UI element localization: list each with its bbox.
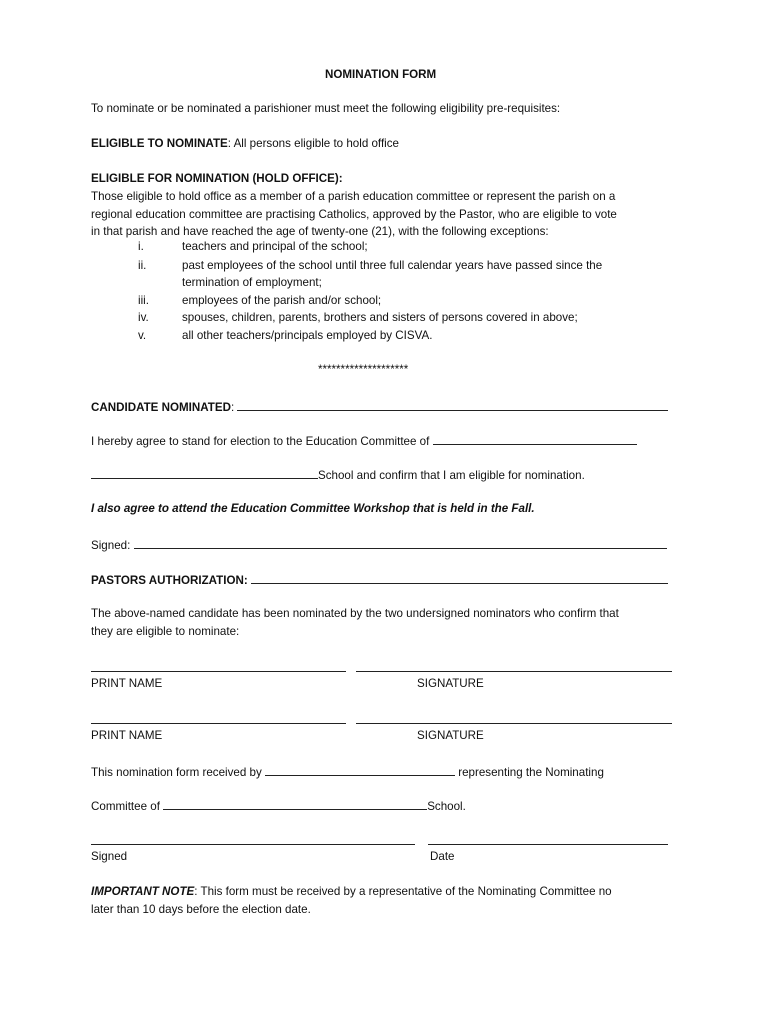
- eligibility-paragraph: [91, 188, 617, 241]
- paragraph-line: in that parish and have reached the age of twenty-one (21), with the following exceptions:: [91, 225, 549, 238]
- important-note: [91, 883, 612, 918]
- pastors-row: [91, 572, 668, 587]
- candidate-colon: :: [230, 401, 235, 414]
- separator: ********************: [318, 363, 409, 376]
- representing-label: representing the Nominating: [458, 766, 604, 779]
- school-suffix: School.: [427, 800, 466, 813]
- list-text: spouses, children, parents, brothers and sisters of persons covered in above;: [182, 311, 578, 324]
- candidate-signature-field[interactable]: [134, 537, 667, 549]
- signed-row: [91, 537, 667, 552]
- candidate-nominated-row: [91, 399, 668, 414]
- bottom-signature-field[interactable]: [91, 844, 415, 845]
- workshop-statement: I also agree to attend the Education Committee Workshop that is held in the Fall.: [91, 502, 535, 515]
- nominators-paragraph: [91, 605, 619, 640]
- paragraph-line: they are eligible to nominate:: [91, 624, 240, 638]
- received-row: [91, 764, 604, 779]
- list-number: ii.: [138, 259, 147, 272]
- list-text: termination of employment;: [182, 276, 322, 289]
- agree-text-1: I hereby agree to stand for election to the Education Committee of: [91, 435, 430, 448]
- eligible-hold-office-heading: [91, 172, 343, 185]
- paragraph-line: The above-named candidate has been nominated by the two undersigned nominators who confirm that: [91, 607, 619, 620]
- signed-bottom-label: Signed: [91, 850, 128, 863]
- candidate-name-field[interactable]: [237, 399, 668, 411]
- list-text: all other teachers/principals employed by CISVA.: [182, 329, 433, 342]
- list-text: employees of the parish and/or school;: [182, 294, 382, 307]
- list-text: past employees of the school until three full calendar years have passed since the: [182, 259, 603, 272]
- signature-label: SIGNATURE: [417, 677, 484, 690]
- eligible-hold-office-colon: :: [338, 172, 343, 185]
- paragraph-line: Those eligible to hold office as a member of a parish education committee or represent the parish on a: [91, 190, 616, 203]
- committee-school-field[interactable]: [163, 798, 427, 810]
- print-name-label: PRINT NAME: [91, 677, 163, 690]
- signed-label: Signed:: [91, 539, 131, 552]
- date-field[interactable]: [428, 844, 668, 845]
- nominator-1-signature-field[interactable]: [356, 671, 672, 672]
- intro-text: To nominate or be nominated a parishioner must meet the following eligibility pre-requisites:: [91, 102, 561, 115]
- print-name-label: PRINT NAME: [91, 729, 163, 742]
- eligible-hold-office-label: ELIGIBLE FOR NOMINATION (HOLD OFFICE): [91, 172, 339, 185]
- eligible-to-nominate-label: ELIGIBLE TO NOMINATE: [91, 137, 228, 150]
- received-by-field[interactable]: [265, 764, 455, 776]
- nominator-1-print-name-field[interactable]: [91, 671, 346, 672]
- important-note-text-line2: later than 10 days before the election date.: [91, 902, 311, 916]
- list-text: teachers and principal of the school;: [182, 240, 368, 253]
- eligible-to-nominate-text: : All persons eligible to hold office: [227, 137, 399, 150]
- signature-label: SIGNATURE: [417, 729, 484, 742]
- date-label: Date: [430, 850, 455, 863]
- agree-row-2: [91, 467, 585, 482]
- agree-text-2: School and confirm that I am eligible for nomination.: [318, 469, 585, 482]
- received-by-label: This nomination form received by: [91, 766, 262, 779]
- candidate-nominated-label: CANDIDATE NOMINATED: [91, 401, 231, 414]
- list-number: i.: [138, 240, 144, 253]
- school-name-field[interactable]: [91, 467, 318, 479]
- important-note-label: IMPORTANT NOTE: [91, 885, 195, 898]
- paragraph-line: regional education committee are practising Catholics, approved by the Pastor, who are eligible to vote: [91, 207, 617, 221]
- pastors-authorization-field[interactable]: [251, 572, 668, 584]
- list-number: iv.: [138, 311, 149, 324]
- education-committee-field[interactable]: [433, 433, 637, 445]
- agree-row-1: [91, 433, 637, 448]
- nominator-2-signature-field[interactable]: [356, 723, 672, 724]
- nominator-2-print-name-field[interactable]: [91, 723, 346, 724]
- important-note-text: : This form must be received by a representative of the Nominating Committee no: [194, 885, 612, 898]
- pastors-authorization-label: PASTORS AUTHORIZATION:: [91, 574, 248, 587]
- committee-of-label: Committee of: [91, 800, 160, 813]
- eligible-to-nominate: [91, 137, 399, 150]
- list-number: v.: [138, 329, 147, 342]
- form-title: NOMINATION FORM: [325, 68, 437, 81]
- list-number: iii.: [138, 294, 149, 307]
- committee-row: [91, 798, 466, 813]
